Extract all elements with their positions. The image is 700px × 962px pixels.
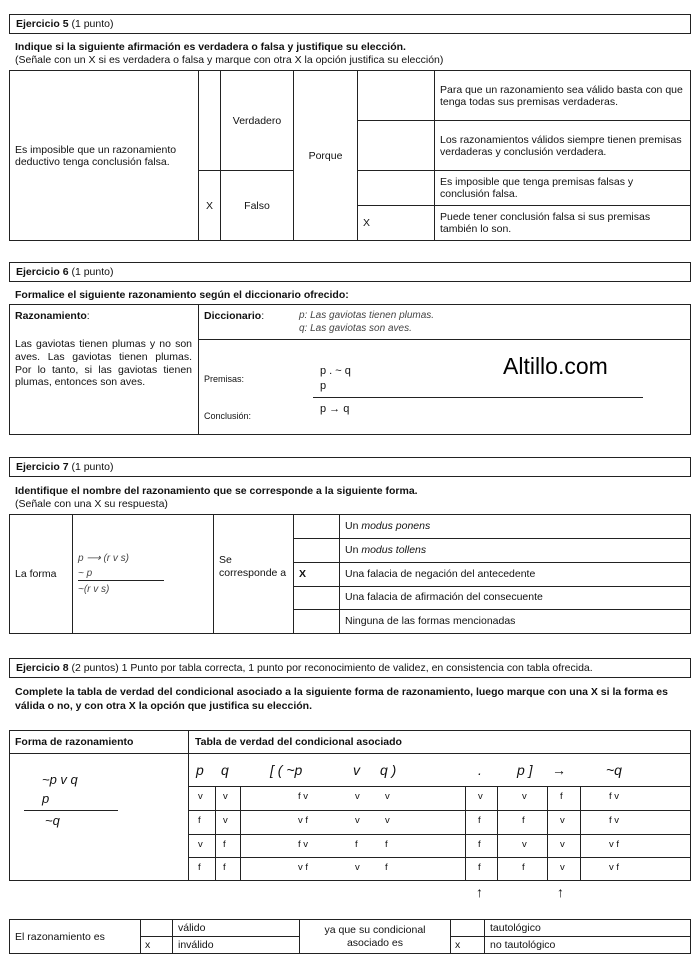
ex7-option-text: Un modus ponens	[345, 520, 431, 532]
ex8-mark-invalido[interactable]: x	[141, 937, 173, 954]
ex8-truth-cell: v	[385, 815, 390, 826]
ex7-option-text: Un modus tollens	[345, 544, 427, 556]
ex8-table-col	[240, 786, 241, 881]
ex8-forma-premise-1: ~p v q	[42, 772, 78, 787]
ex6-razonamiento-heading: Razonamiento:	[15, 310, 90, 322]
ex5-option-mark[interactable]	[358, 71, 435, 121]
ex8-truth-cell: f	[355, 839, 358, 850]
ex8-head-cell: q	[221, 762, 229, 778]
ex8-truth-cell: f	[385, 839, 388, 850]
ex8-truth-cell: f	[522, 862, 525, 873]
ex8-truth-cell: v f	[298, 862, 309, 873]
ex8-truth-cell: v	[355, 815, 360, 826]
ex8-truth-cell: v	[560, 815, 565, 826]
ex7-subinstruction: (Señale con una X su respuesta)	[15, 498, 168, 510]
ex8-table-line	[188, 857, 691, 858]
ex5-option-text: Para que un razonamiento sea válido basta con que tenga todas sus premisas verdaderas.	[435, 71, 691, 121]
ex6-divider	[198, 339, 691, 340]
ex8-head-cell: p ]	[517, 762, 533, 778]
ex8-truth-cell: f	[385, 862, 388, 873]
ex8-truth-cell: v	[560, 862, 565, 873]
ex5-subinstruction: (Señale con un X si es verdadera o falsa y marque con otra X la opción justifica su elección)	[15, 54, 444, 66]
ex8-truth-cell: v	[198, 839, 203, 850]
ex8-arrow: ↑	[557, 884, 564, 900]
ex8-answer-table	[9, 919, 691, 954]
ex8-truth-cell: v	[223, 815, 228, 826]
ex8-arrow: ↑	[476, 884, 483, 900]
ex8-table-col	[580, 786, 581, 881]
ex8-truth-cell: v f	[298, 815, 309, 826]
ex8-head-cell: p	[196, 762, 204, 778]
ex5-mark-falso[interactable]: X	[199, 171, 221, 241]
ex6-premisas-label: Premisas:	[204, 374, 245, 384]
ex6-dict-p: p: Las gaviotas tienen plumas.	[299, 310, 435, 321]
ex5-verdadero-label: Verdadero	[221, 71, 294, 171]
ex8-table-line	[188, 810, 691, 811]
ex7-row-line	[293, 562, 691, 563]
ex7-divider	[339, 514, 340, 634]
ex6-dict-q: q: Las gaviotas son aves.	[299, 323, 412, 334]
ex8-forma-conclusion: ~q	[45, 813, 60, 828]
ex8-truth-cell: f v	[298, 839, 309, 850]
ex8-truth-cell: v	[223, 791, 228, 802]
ex8-tautologico: tautológico	[485, 920, 691, 937]
ex8-truth-cell: f	[478, 815, 481, 826]
ex8-no-tautologico: no tautológico	[485, 937, 691, 954]
ex8-truth-cell: f	[560, 791, 563, 802]
ex8-truth-cell: f v	[298, 791, 309, 802]
ex8-head-cell: ~q	[606, 762, 622, 778]
ex8-truth-cell: f	[478, 862, 481, 873]
ex5-header: Ejercicio 5 (1 punto)	[9, 14, 691, 34]
ex5-option-mark[interactable]	[358, 171, 435, 206]
ex8-head-cell: [ ( ~p	[270, 762, 303, 778]
ex8-truth-cell: f	[478, 839, 481, 850]
ex8-truth-cell: v	[478, 791, 483, 802]
ex8-truth-cell: v	[198, 791, 203, 802]
ex8-truth-cell: v	[522, 839, 527, 850]
ex7-option-text: Una falacia de afirmación del consecuente	[345, 591, 543, 603]
ex8-truth-cell: v	[355, 791, 360, 802]
ex6-header: Ejercicio 6 (1 punto)	[9, 262, 691, 282]
ex8-mark-valido[interactable]	[141, 920, 173, 937]
ex8-truth-cell: f v	[609, 791, 620, 802]
ex8-table-col	[497, 786, 498, 881]
ex8-head-cell: v	[353, 762, 360, 778]
ex7-form-conclusion: ~(r v s)	[78, 584, 110, 595]
ex7-divider	[72, 514, 73, 634]
ex8-razonamiento-es: El razonamiento es	[10, 920, 141, 954]
ex7-la-forma: La forma	[15, 568, 57, 580]
ex6-conclusion-line	[313, 397, 643, 398]
ex5-statement: Es imposible que un razonamiento deductivo tenga conclusión falsa.	[10, 71, 199, 241]
ex8-head-cell: .	[478, 762, 482, 778]
ex8-truth-cell: f	[223, 839, 226, 850]
ex8-truth-cell: v f	[609, 862, 620, 873]
ex6-conclusion: p → q	[320, 403, 350, 415]
ex5-falso-label: Falso	[221, 171, 294, 241]
ex8-instruction: Complete la tabla de verdad del condicional asociado a la siguiente forma de razonamiento, luego marque con una X si la forma es válida o no, y con otra X la opción que justifica su elección.	[15, 686, 668, 712]
ex8-forma-label: Forma de razonamiento	[15, 736, 134, 748]
ex8-truth-cell: v	[522, 791, 527, 802]
ex7-row-line	[293, 538, 691, 539]
ex7-form-line	[78, 580, 164, 581]
ex8-truth-cell: f	[198, 815, 201, 826]
ex5-instruction: Indique si la siguiente afirmación es verdadera o falsa y justifique su elección.	[15, 41, 406, 53]
ex8-mark-notaut[interactable]: x	[451, 937, 485, 954]
ex7-divider	[213, 514, 214, 634]
ex8-head-cell: q )	[380, 762, 397, 778]
ex6-premisa-2: p	[320, 380, 327, 392]
ex6-razonamiento-text: Las gaviotas tienen plumas y no son aves. Las gaviotas tienen plumas. Por lo tanto, si las gaviotas tienen plumas, entonces son aves.	[15, 338, 192, 389]
ex8-truth-cell: v f	[609, 839, 620, 850]
ex8-table-line	[188, 786, 691, 787]
ex7-option-text: Una falacia de negación del antecedente	[345, 568, 536, 580]
ex7-divider	[293, 514, 294, 634]
ex8-divider	[9, 753, 691, 754]
watermark: Altillo.com	[503, 353, 608, 379]
ex8-truth-cell: f	[522, 815, 525, 826]
ex5-table	[9, 70, 691, 241]
ex8-table-col	[465, 786, 466, 881]
ex7-option-text: Ninguna de las formas mencionadas	[345, 615, 516, 627]
ex8-table-col	[215, 786, 216, 881]
ex5-option-text: Los razonamientos válidos siempre tienen premisas verdaderas y conclusión verdadera.	[435, 121, 691, 171]
ex8-truth-cell: f v	[609, 815, 620, 826]
ex8-truth-cell: f	[223, 862, 226, 873]
ex6-premisa-1: p . ~ q	[320, 365, 351, 377]
ex8-table-line	[188, 834, 691, 835]
ex6-instruction: Formalice el siguiente razonamiento según el diccionario ofrecido:	[15, 289, 349, 301]
ex8-forma-premise-2: p	[42, 791, 50, 806]
ex8-truth-cell: v	[385, 791, 390, 802]
ex8-head-cell: →	[552, 762, 566, 778]
ex5-porque-label: Porque	[294, 71, 358, 241]
ex5-mark-verdadero[interactable]	[199, 71, 221, 171]
ex6-diccionario-heading: Diccionario:	[204, 310, 265, 322]
ex5-option-text: Es imposible que tenga premisas falsas y conclusión falsa.	[435, 171, 691, 206]
ex8-tabla-label: Tabla de verdad del condicional asociado	[195, 736, 402, 748]
ex8-truth-cell: f	[198, 862, 201, 873]
ex6-conclusion-label: Conclusión:	[204, 411, 252, 421]
ex8-header: Ejercicio 8 (2 puntos) 1 Punto por tabla correcta, 1 punto por reconocimiento de validez, en consistencia con tabla ofrecida.	[9, 658, 691, 678]
ex7-row-line	[293, 586, 691, 587]
ex7-form-premise-1: p ⟶ (r v s)	[78, 553, 130, 564]
ex7-option-mark[interactable]: X	[299, 568, 307, 580]
ex8-forma-line	[24, 810, 118, 811]
ex7-form-premise-2: ~ p	[78, 568, 93, 579]
ex8-mark-taut[interactable]	[451, 920, 485, 937]
ex5-option-mark[interactable]	[358, 121, 435, 171]
ex8-valido: válido	[173, 920, 300, 937]
ex7-header: Ejercicio 7 (1 punto)	[9, 457, 691, 477]
ex6-divider	[198, 304, 199, 435]
ex7-instruction: Identifique el nombre del razonamiento que se corresponde a la siguiente forma.	[15, 485, 418, 497]
ex8-invalido: inválido	[173, 937, 300, 954]
ex7-row-line	[293, 609, 691, 610]
ex5-option-text: Puede tener conclusión falsa si sus premisas también lo son.	[435, 206, 691, 241]
ex8-truth-cell: v	[355, 862, 360, 873]
ex5-option-mark[interactable]: X	[358, 206, 435, 241]
ex7-corresponde: Se corresponde a	[219, 554, 287, 580]
ex8-truth-cell: v	[560, 839, 565, 850]
ex8-table-col	[547, 786, 548, 881]
ex8-ya-que: ya que su condicional asociado es	[300, 920, 451, 954]
